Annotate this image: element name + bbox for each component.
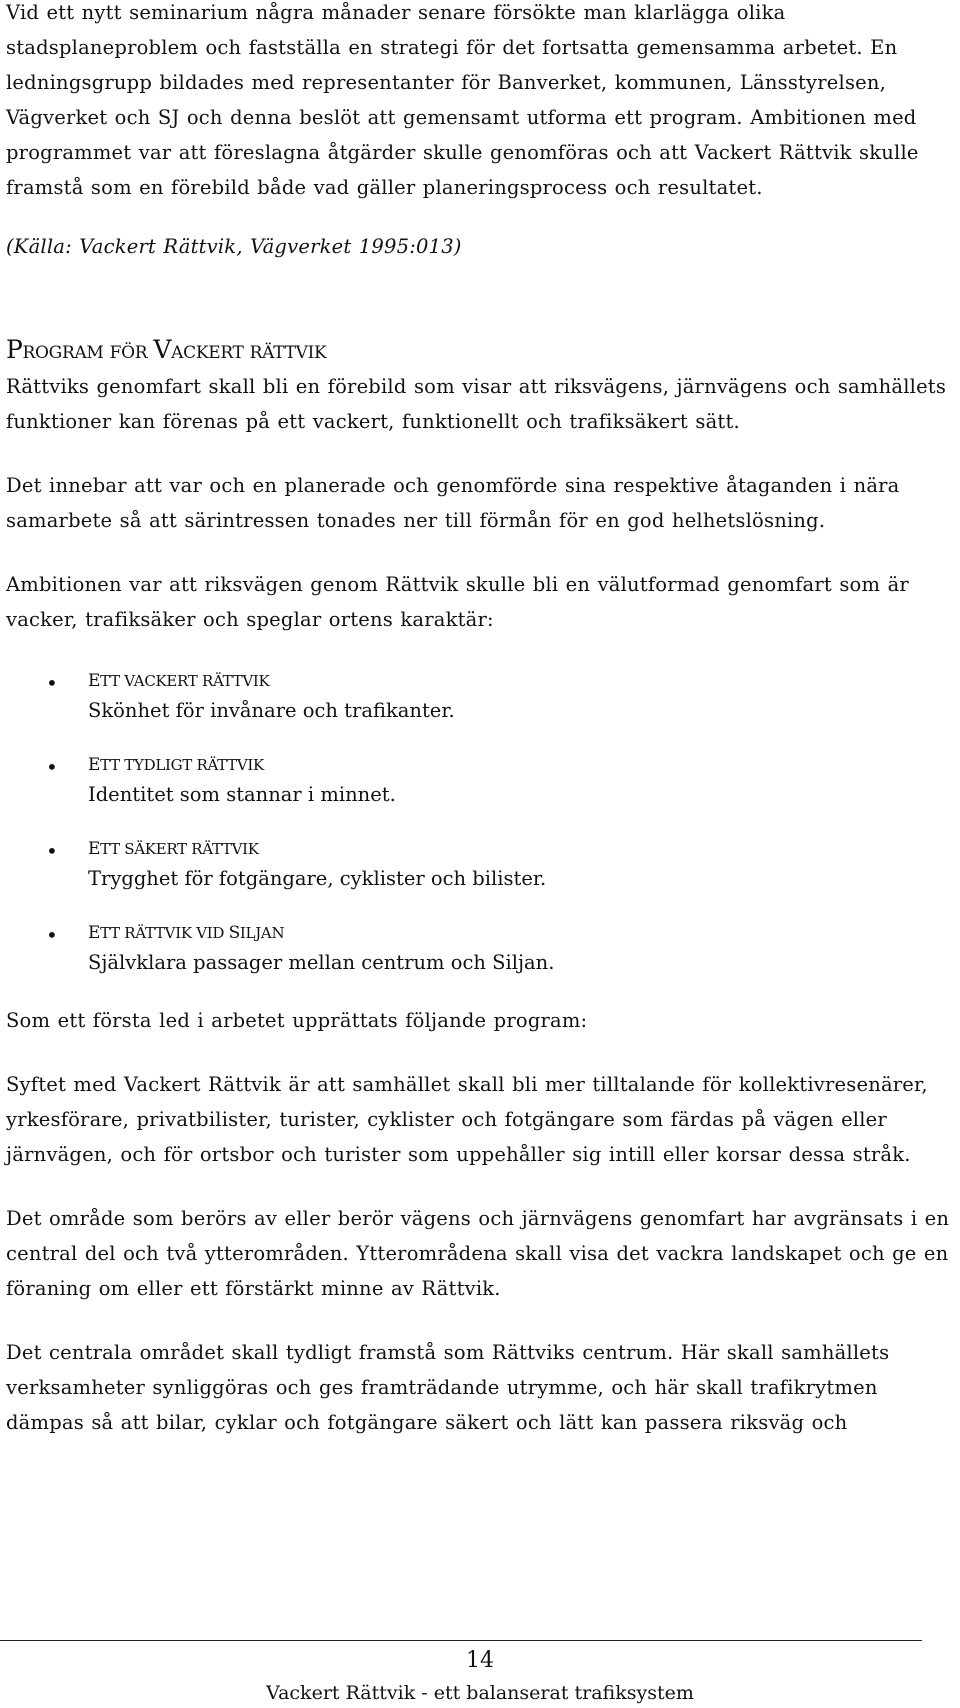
- footer-title: Vackert Rättvik - ett balanserat trafiksystem: [266, 1682, 694, 1704]
- bullet-icon: •: [46, 671, 58, 695]
- bullet-title: ETT VACKERT RÄTTVIK: [88, 671, 270, 691]
- section-heading: [6, 334, 954, 369]
- goal-bullet-list: [6, 667, 954, 979]
- list-item: [6, 667, 954, 727]
- bullet-description: Identitet som stannar i minnet.: [88, 783, 396, 806]
- page-number: 14: [466, 1648, 494, 1673]
- bullet-description: Trygghet för fotgängare, cyklister och bilister.: [88, 867, 547, 890]
- bullet-description: Självklara passager mellan centrum och Siljan.: [88, 951, 555, 974]
- paragraph-goal: Rättviks genomfart skall bli en förebild som visar att riksvägens, järnvägens och samhällets funktioner kan förenas på ett vackert, funktionellt och trafiksäkert sätt.: [6, 375, 947, 433]
- heading-initial-p: P: [6, 335, 23, 364]
- document-page: [6, 0, 954, 1440]
- paragraph-central-area: Det centrala området skall tydligt framstå som Rättviks centrum. Här skall samhällets verksamheter synliggöras och ges framträdande utrymme, och här skall trafikrytmen dämpas så att bilar, cyklar och fotgängare säkert och lätt kan passera riksväg och: [6, 1341, 890, 1434]
- heading-initial-v: V: [153, 335, 172, 364]
- bullet-title: ETT TYDLIGT RÄTTVIK: [88, 755, 264, 775]
- bullet-title: ETT SÄKERT RÄTTVIK: [88, 839, 259, 859]
- paragraph-ambition: Ambitionen var att riksvägen genom Rättvik skulle bli en välutformad genomfart som är vacker, trafiksäker och speglar ortens karaktär:: [6, 573, 909, 631]
- list-item: [6, 751, 954, 811]
- footer-divider: [0, 1640, 922, 1641]
- intro-paragraph: Vid ett nytt seminarium några månader senare försökte man klarlägga olika stadsplaneproblem och fastställa en strategi för det fortsatta gemensamma arbetet. En ledningsgrupp bildades med representanter för Banverket, kommunen, Länsstyrelsen, Vägverket och SJ och denna beslöt att gemensamt utforma ett program. Ambitionen med programmet var att föreslagna åtgärder skulle genomföras och att Vackert Rättvik skulle framstå som en förebild både vad gäller planeringsprocess och resultatet.: [6, 1, 919, 199]
- paragraph-area: Det område som berörs av eller berör vägens och järnvägens genomfart har avgränsats i en central del och två ytterområden. Ytterområdena skall visa det vackra landskapet och ge en föraning om eller ett förstärkt minne av Rättvik.: [6, 1207, 950, 1300]
- paragraph-purpose: Syftet med Vackert Rättvik är att samhället skall bli mer tilltalande för kollektivresenärer, yrkesförare, privatbilister, turister, cyklister och fotgängare som färdas på vägen eller järnvägen, och för ortsbor och turister som uppehåller sig intill eller korsar dessa stråk.: [6, 1073, 928, 1166]
- bullet-icon: •: [46, 923, 58, 947]
- paragraph-cooperation: Det innebar att var och en planerade och genomförde sina respektive åtaganden i nära samarbete så att särintressen tonades ner till förmån för en god helhetslösning.: [6, 474, 900, 532]
- bullet-icon: •: [46, 839, 58, 863]
- heading-text-rogram: ROGRAM FÖR: [22, 343, 154, 363]
- bullet-icon: •: [46, 755, 58, 779]
- bullet-title: ETT RÄTTVIK VID SILJAN: [88, 923, 285, 943]
- source-citation: (Källa: Vackert Rättvik, Vägverket 1995:013): [6, 235, 462, 258]
- list-item: [6, 919, 954, 979]
- list-item: [6, 835, 954, 895]
- heading-text-ackert: ACKERT RÄTTVIK: [171, 343, 327, 363]
- bullet-description: Skönhet för invånare och trafikanter.: [88, 699, 455, 722]
- paragraph-program-intro: Som ett första led i arbetet upprättats följande program:: [6, 1009, 588, 1032]
